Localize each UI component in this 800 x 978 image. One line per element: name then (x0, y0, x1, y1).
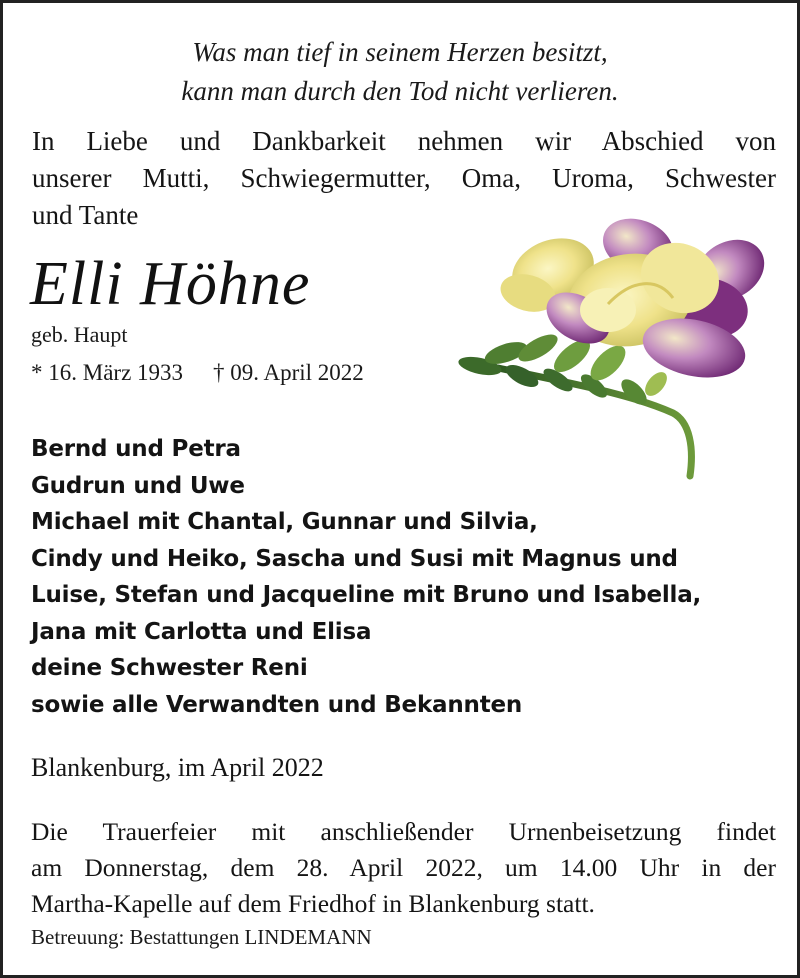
intro-line: und Tante (32, 200, 139, 230)
intro-line: unserer Mutti, Schwiegermutter, Oma, Uroma, Schwester (32, 163, 776, 193)
family-line: deine Schwester Reni (31, 655, 308, 681)
undertaker-credit: Betreuung: Bestattungen LINDEMANN (31, 925, 372, 949)
family-line: Michael mit Chantal, Gunnar und Silvia, (31, 509, 538, 535)
ceremony-line: am Donnerstag, dem 28. April 2022, um 14.00 Uhr in der (31, 853, 776, 882)
ceremony-line: Die Trauerfeier mit anschließender Urnenbeisetzung findet (31, 817, 776, 846)
family-list (31, 431, 701, 723)
life-dates (31, 358, 364, 388)
place-date: Blankenburg, im April 2022 (31, 753, 324, 782)
motto-line: kann man durch den Tod nicht verlieren. (181, 76, 619, 106)
family-line: Luise, Stefan und Jacqueline mit Bruno und Isabella, (31, 582, 702, 608)
intro-line: In Liebe und Dankbarkeit nehmen wir Abschied von (32, 126, 776, 156)
motto (3, 33, 797, 111)
death-date: † 09. April 2022 (213, 360, 364, 385)
motto-line: Was man tief in seinem Herzen besitzt, (192, 37, 608, 67)
family-line: Cindy und Heiko, Sascha und Susi mit Magnus und (31, 545, 678, 572)
family-line: Gudrun und Uwe (31, 472, 245, 499)
family-line: sowie alle Verwandten und Bekannten (31, 691, 523, 718)
birth-date: * 16. März 1933 (31, 360, 184, 385)
family-line: Bernd und Petra (31, 436, 241, 462)
family-line: Jana mit Carlotta und Elisa (31, 618, 372, 645)
ceremony-line: Martha-Kapelle auf dem Friedhof in Blankenburg statt. (31, 889, 595, 918)
ceremony-text (31, 814, 776, 922)
deceased-name: Elli Höhne (30, 250, 311, 318)
birth-name: geb. Haupt (31, 322, 128, 347)
